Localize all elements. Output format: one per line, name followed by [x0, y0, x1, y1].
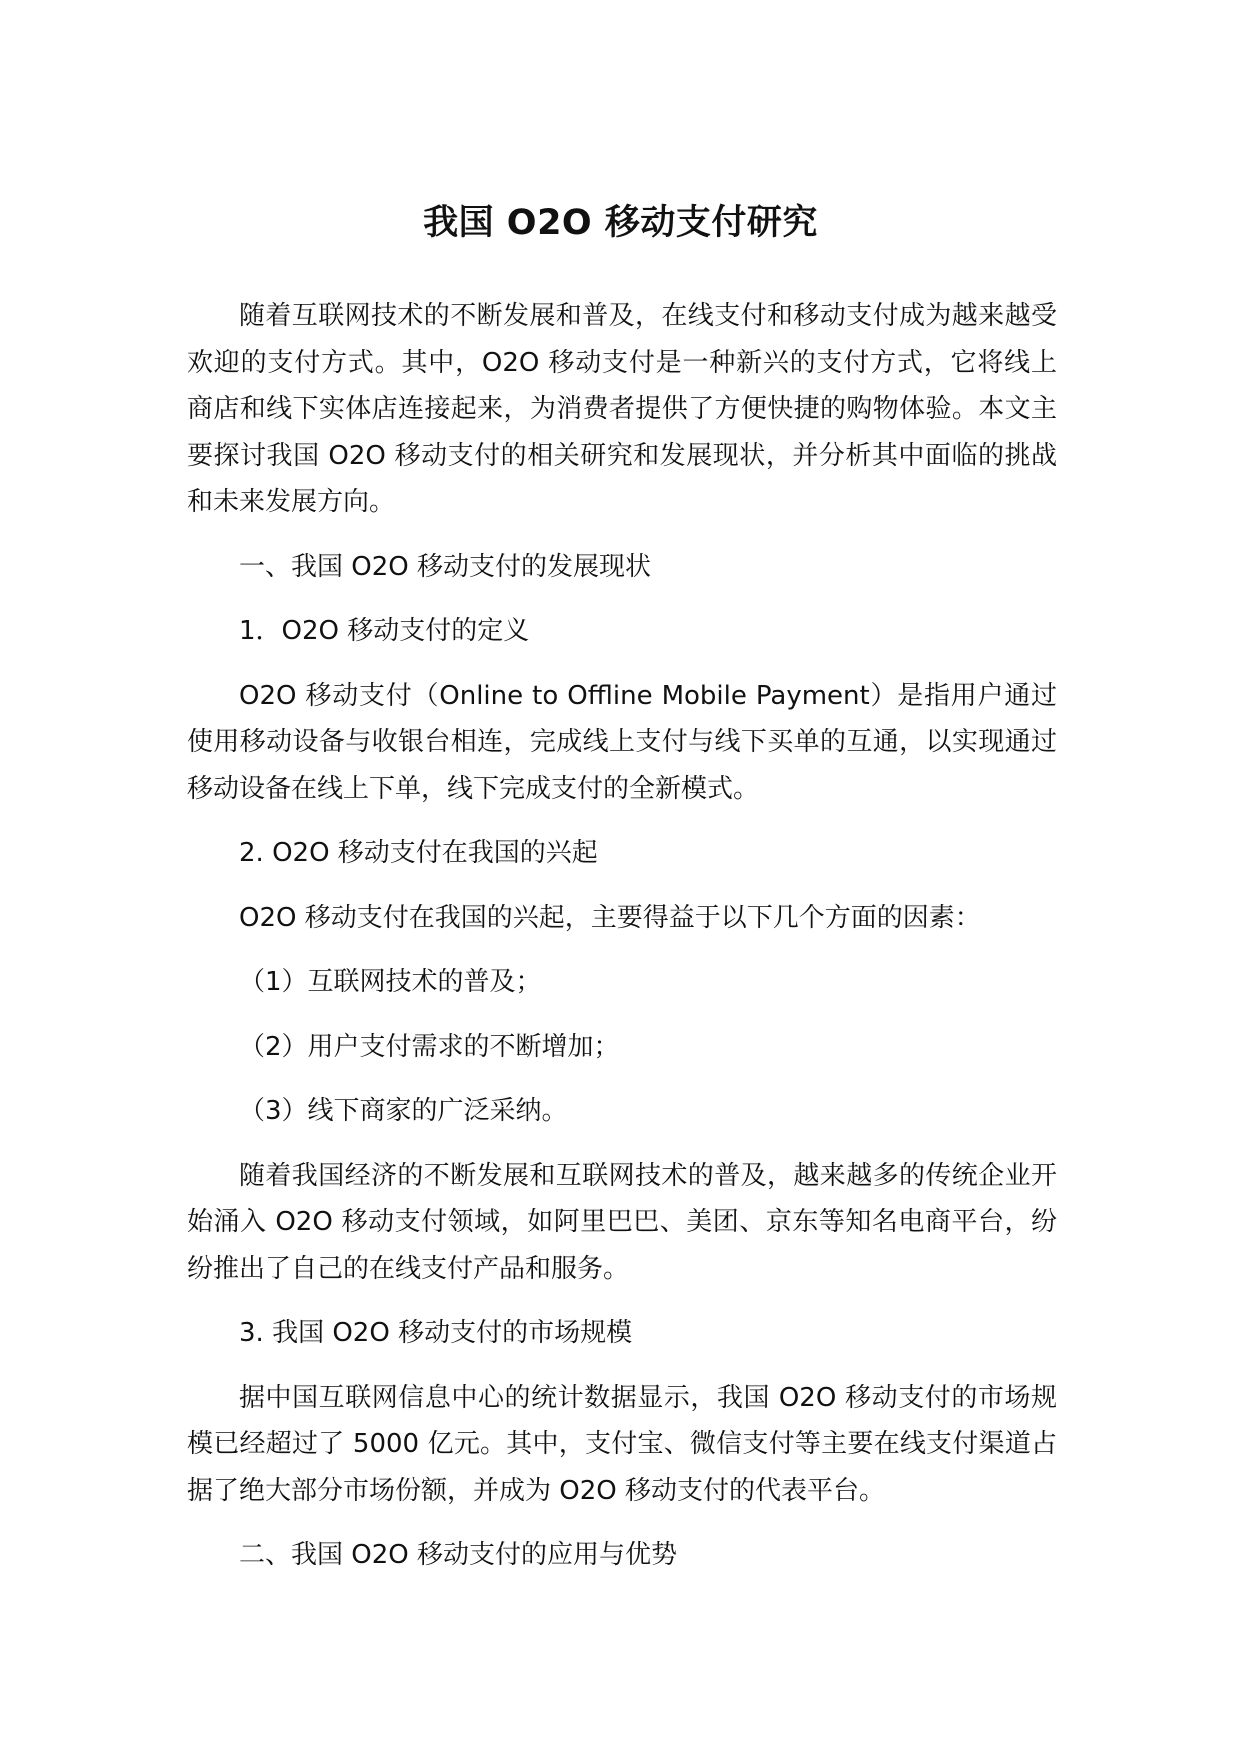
factor-item-2: （2）用户支付需求的不断增加； [239, 1031, 620, 1062]
intro-paragraph: 随着互联网技术的不断发展和普及，在线支付和移动支付成为越来越受欢迎的支付方式。其中，O2O 移动支付是一种新兴的支付方式，它将线上商店和线下实体店连接起来，为消费者提供了方便快捷的购物体验。本文主要探讨我国 O2O 移动支付的相关研究和发展现状，并分析其中面临的挑战和未来发展方向。 [187, 301, 1057, 517]
factor-item-1: （1）互联网技术的普及； [239, 967, 542, 997]
section-heading-2: 二、我国 O2O 移动支付的应用与优势 [239, 1540, 678, 1570]
factors-intro-paragraph: O2O 移动支付在我国的兴起，主要得益于以下几个方面的因素： [239, 902, 981, 933]
definition-paragraph: O2O 移动支付（Online to Offline Mobile Payment）是指用户通过使用移动设备与收银台相连，完成线上支付与线下买单的互通，以实现通过移动设备在线上下单，线下完成支付的全新模式。 [187, 680, 1057, 804]
document-title: 我国 O2O 移动支付研究 [423, 203, 818, 244]
factor-item-3: （3）线下商家的广泛采纳。 [239, 1096, 568, 1126]
subsection-heading-1-2: 2. O2O 移动支付在我国的兴起 [239, 838, 598, 868]
subsection-heading-1-1: 1．O2O 移动支付的定义 [239, 616, 530, 646]
subsection-heading-1-3: 3. 我国 O2O 移动支付的市场规模 [239, 1318, 633, 1348]
document-body [187, 293, 1057, 1579]
section-heading-1: 一、我国 O2O 移动支付的发展现状 [239, 551, 652, 582]
enterprises-paragraph: 随着我国经济的不断发展和互联网技术的普及，越来越多的传统企业开始涌入 O2O 移动支付领域，如阿里巴巴、美团、京东等知名电商平台，纷纷推出了自己的在线支付产品和服务。 [187, 1160, 1057, 1284]
market-size-paragraph: 据中国互联网信息中心的统计数据显示，我国 O2O 移动支付的市场规模已经超过了 5000 亿元。其中，支付宝、微信支付等主要在线支付渠道占据了绝大部分市场份额，并成为 O2O 移动支付的代表平台。 [187, 1382, 1057, 1506]
